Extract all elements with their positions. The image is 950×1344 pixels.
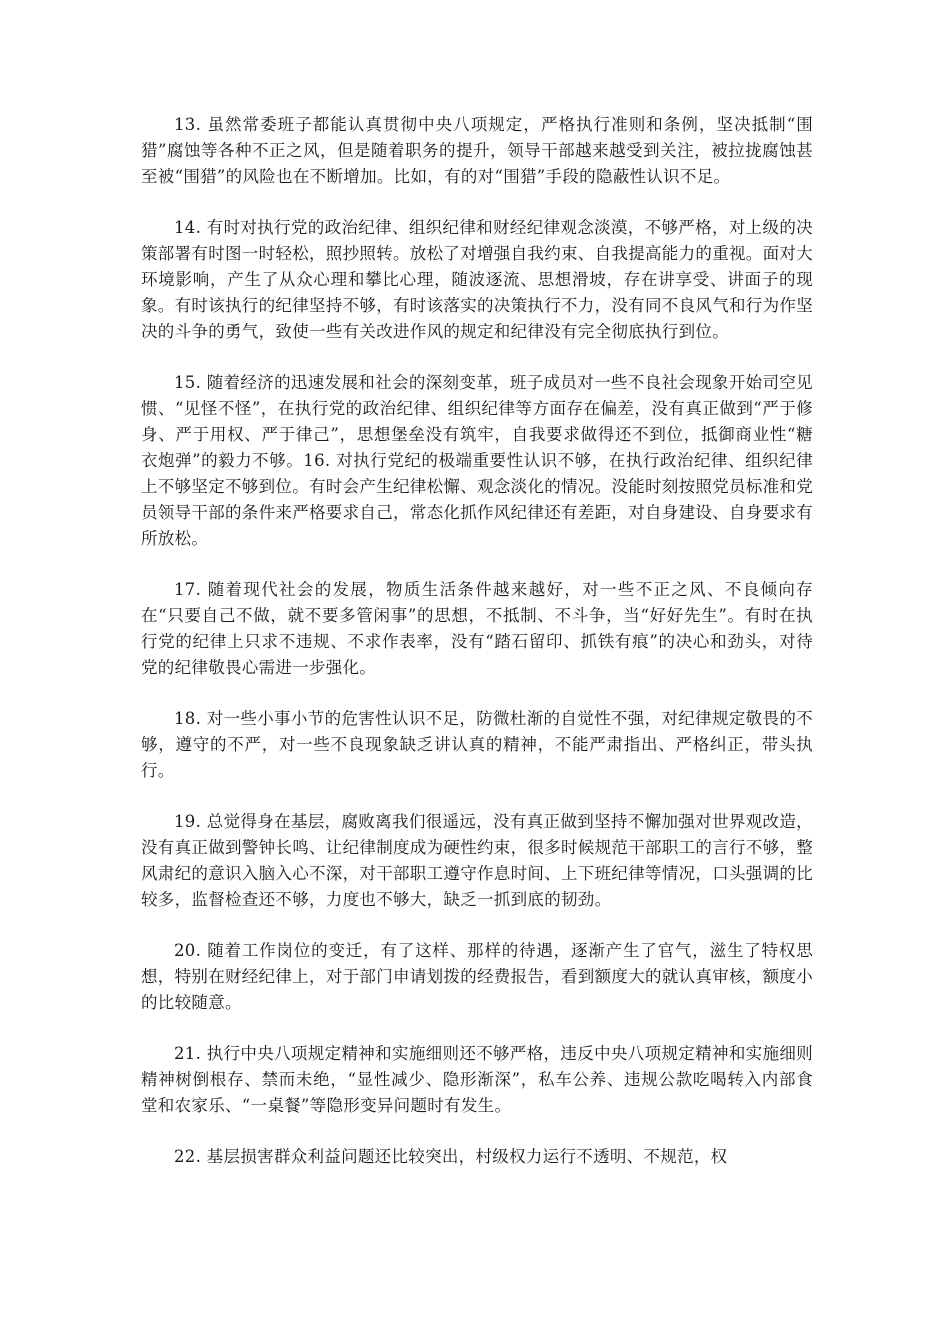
paragraph-18: 18. 对一些小事小节的危害性认识不足，防微杜渐的自觉性不强，对纪律规定敬畏的不够，遵守的不严，对一些不良现象缺乏讲认真的精神，不能严肃指出、严格纠正，带头执行。 bbox=[141, 709, 813, 780]
paragraph-20: 20. 随着工作岗位的变迁，有了这样、那样的待遇，逐渐产生了官气，滋生了特权思想，特别在财经纪律上，对于部门申请划拨的经费报告，看到额度大的就认真审核，额度小的比较随意。 bbox=[141, 941, 813, 1012]
document-body bbox=[141, 112, 813, 1195]
paragraph-19: 19. 总觉得身在基层，腐败离我们很遥远，没有真正做到坚持不懈加强对世界观改造，没有真正做到警钟长鸣、让纪律制度成为硬性约束，很多时候规范干部职工的言行不够，整风肃纪的意识入脑入心不深，对干部职工遵守作息时间、上下班纪律等情况，口头强调的比较多，监督检查还不够，力度也不够大，缺乏一抓到底的韧劲。 bbox=[141, 812, 813, 909]
paragraph-21: 21. 执行中央八项规定精神和实施细则还不够严格，违反中央八项规定精神和实施细则精神树倒根存、禁而未绝，“显性减少、隐形渐深”，私车公养、违规公款吃喝转入内部食堂和农家乐、“一桌餐”等隐形变异问题时有发生。 bbox=[141, 1044, 813, 1115]
paragraph-22: 22. 基层损害群众利益问题还比较突出，村级权力运行不透明、不规范，权 bbox=[174, 1147, 728, 1166]
paragraph-15-16: 15. 随着经济的迅速发展和社会的深刻变革，班子成员对一些不良社会现象开始司空见惯、“见怪不怪”，在执行党的政治纪律、组织纪律等方面存在偏差，没有真正做到“严于修身、严于用权、严于律己”，思想堡垒没有筑牢，自我要求做得还不到位，抵御商业性“糖衣炮弹”的毅力不够。16. 对执行党纪的极端重要性认识不够，在执行政治纪律、组织纪律上不够坚定不够到位。有时会产生纪律松懈、观念淡化的情况。没能时刻按照党员标准和党员领导干部的条件来严格要求自己，常态化抓作风纪律还有差距，对自身建设、自身要求有所放松。 bbox=[141, 373, 813, 548]
paragraph-14: 14. 有时对执行党的政治纪律、组织纪律和财经纪律观念淡漠，不够严格，对上级的决策部署有时图一时轻松，照抄照转。放松了对增强自我约束、自我提高能力的重视。面对大环境影响，产生了从众心理和攀比心理，随波逐流、思想滑坡，存在讲享受、讲面子的现象。有时该执行的纪律坚持不够，有时该落实的决策执行不力，没有同不良风气和行为作坚决的斗争的勇气，致使一些有关改进作风的规定和纪律没有完全彻底执行到位。 bbox=[141, 218, 813, 341]
paragraph-17: 17. 随着现代社会的发展，物质生活条件越来越好，对一些不正之风、不良倾向存在“只要自己不做，就不要多管闲事”的思想，不抵制、不斗争，当“好好先生”。有时在执行党的纪律上只求不违规、不求作表率，没有“踏石留印、抓铁有痕”的决心和劲头，对待党的纪律敬畏心需进一步强化。 bbox=[141, 580, 813, 677]
paragraph-13: 13. 虽然常委班子都能认真贯彻中央八项规定，严格执行准则和条例，坚决抵制“围猎”腐蚀等各种不正之风，但是随着职务的提升，领导干部越来越受到关注，被拉拢腐蚀甚至被“围猎”的风险也在不断增加。比如，有的对“围猎”手段的隐蔽性认识不足。 bbox=[141, 115, 813, 186]
